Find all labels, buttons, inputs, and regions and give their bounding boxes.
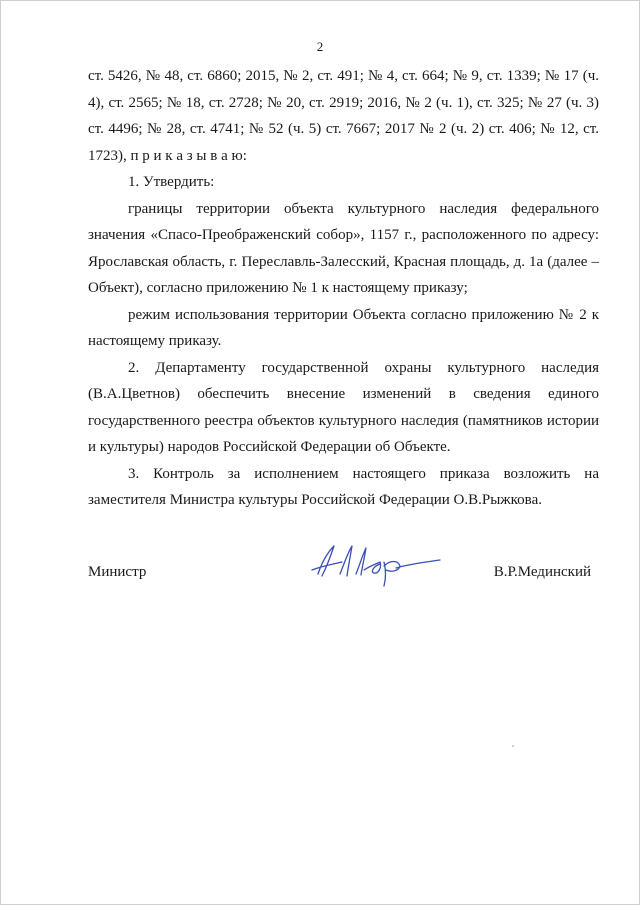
signatory-role: Министр — [88, 564, 147, 580]
scan-speck — [512, 745, 514, 747]
paragraph-control: 3. Контроль за исполнением настоящего приказа возложить на заместителя Министра культуры Российской Федерации О.В.Рыжкова. — [88, 465, 599, 508]
document-body — [88, 63, 599, 514]
page-number: 2 — [316, 39, 324, 54]
paragraph-usage-regime: режим использования территории Объекта согласно приложению № 2 к настоящему приказу. — [88, 306, 599, 349]
signature-block — [88, 540, 599, 600]
signatory-name: В.Р.Мединский — [493, 564, 591, 580]
paragraph-legal-references: ст. 5426, № 48, ст. 6860; 2015, № 2, ст. 491; № 4, ст. 664; № 9, ст. 1339; № 17 (ч. 4), ст. 2565; № 18, ст. 2728; № 20, ст. 2919; 2016, № 2 (ч. 1), ст. 325; № 27 (ч. 3) ст. 4496; № 28, ст. 4741; № 52 (ч. 5) ст. 7667; 2017 № 2 (ч. 2) ст. 406; № 12, ст. 1723), п р и к а з ы в а ю: — [88, 68, 599, 164]
paragraph-department-order: 2. Департаменту государственной охраны культурного наследия (В.А.Цветнов) обеспечить внесение изменений в сведения единого государственного реестра объектов культурного наследия (памятников истории и культуры) народов Российской Федерации об Объекте. — [88, 359, 599, 455]
handwritten-signature — [300, 540, 446, 588]
paragraph-territory-boundaries: границы территории объекта культурного наследия федерального значения «Спасо-Преображенский собор», 1157 г., расположенного по адресу: Ярославская область, г. Переславль-Залесский, Красная площадь, д. 1а (далее – Объект), согласно приложению № 1 к настоящему приказу; — [88, 200, 599, 296]
paragraph-approve: 1. Утвердить: — [128, 174, 215, 190]
